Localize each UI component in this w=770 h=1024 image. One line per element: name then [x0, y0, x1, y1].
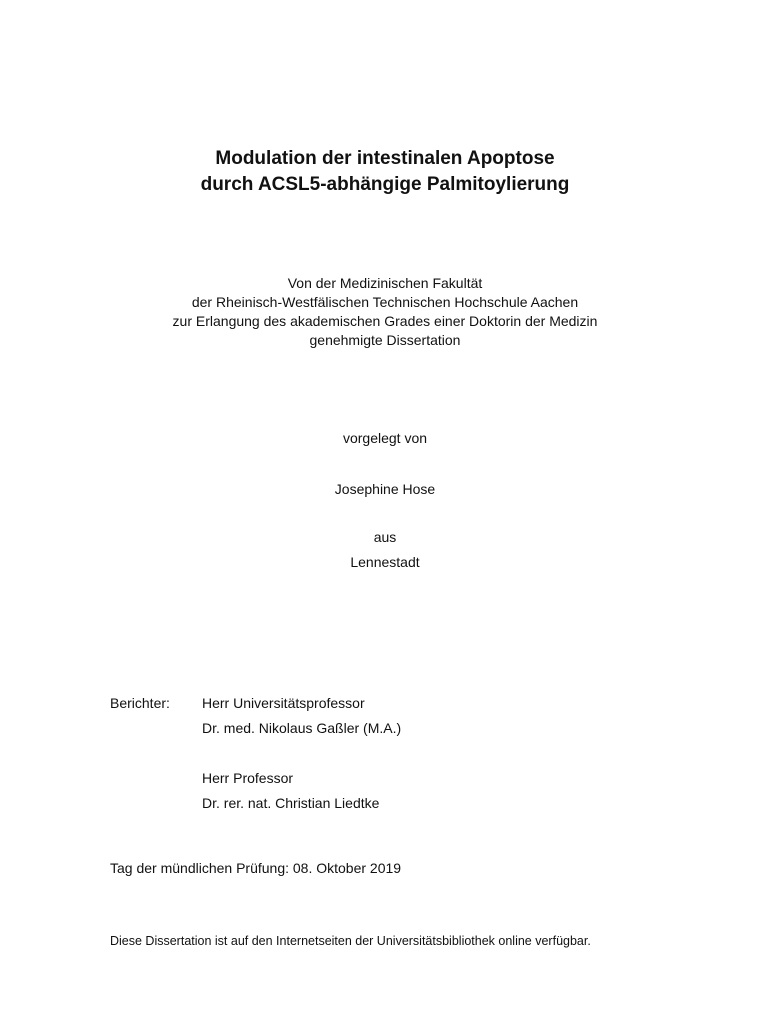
availability-note: Diese Dissertation ist auf den Internetseiten der Universitätsbibliothek online verfügbar.	[110, 934, 591, 948]
submitted-by-label: vorgelegt von	[342, 430, 428, 446]
reviewer-2-title: Herr Professor	[202, 770, 294, 786]
faculty-line-1: Von der Medizinischen Fakultät	[287, 275, 483, 291]
reviewer-2-name: Dr. rer. nat. Christian Liedtke	[202, 795, 380, 811]
author-name: Josephine Hose	[334, 481, 436, 497]
reviewer-2	[202, 769, 379, 813]
reviewer-1-title: Herr Universitätsprofessor	[202, 695, 365, 711]
title-line-2: durch ACSL5-abhängige Palmitoylierung	[200, 174, 570, 195]
hometown: Lennestadt	[350, 554, 420, 570]
faculty-line-4: genehmigte Dissertation	[309, 332, 461, 348]
from-label: aus	[373, 529, 397, 545]
faculty-line-2: der Rheinisch-Westfälischen Technischen Hochschule Aachen	[191, 294, 579, 310]
title-block	[0, 146, 770, 198]
reviewer-1	[202, 694, 401, 738]
title-line-1: Modulation der intestinalen Apoptose	[215, 148, 555, 169]
reviewers-label: Berichter:	[110, 695, 170, 711]
exam-date: Tag der mündlichen Prüfung: 08. Oktober 2019	[110, 860, 402, 876]
reviewer-1-name: Dr. med. Nikolaus Gaßler (M.A.)	[202, 720, 402, 736]
faculty-line-3: zur Erlangung des akademischen Grades einer Doktorin der Medizin	[172, 313, 598, 329]
faculty-block	[0, 274, 770, 350]
